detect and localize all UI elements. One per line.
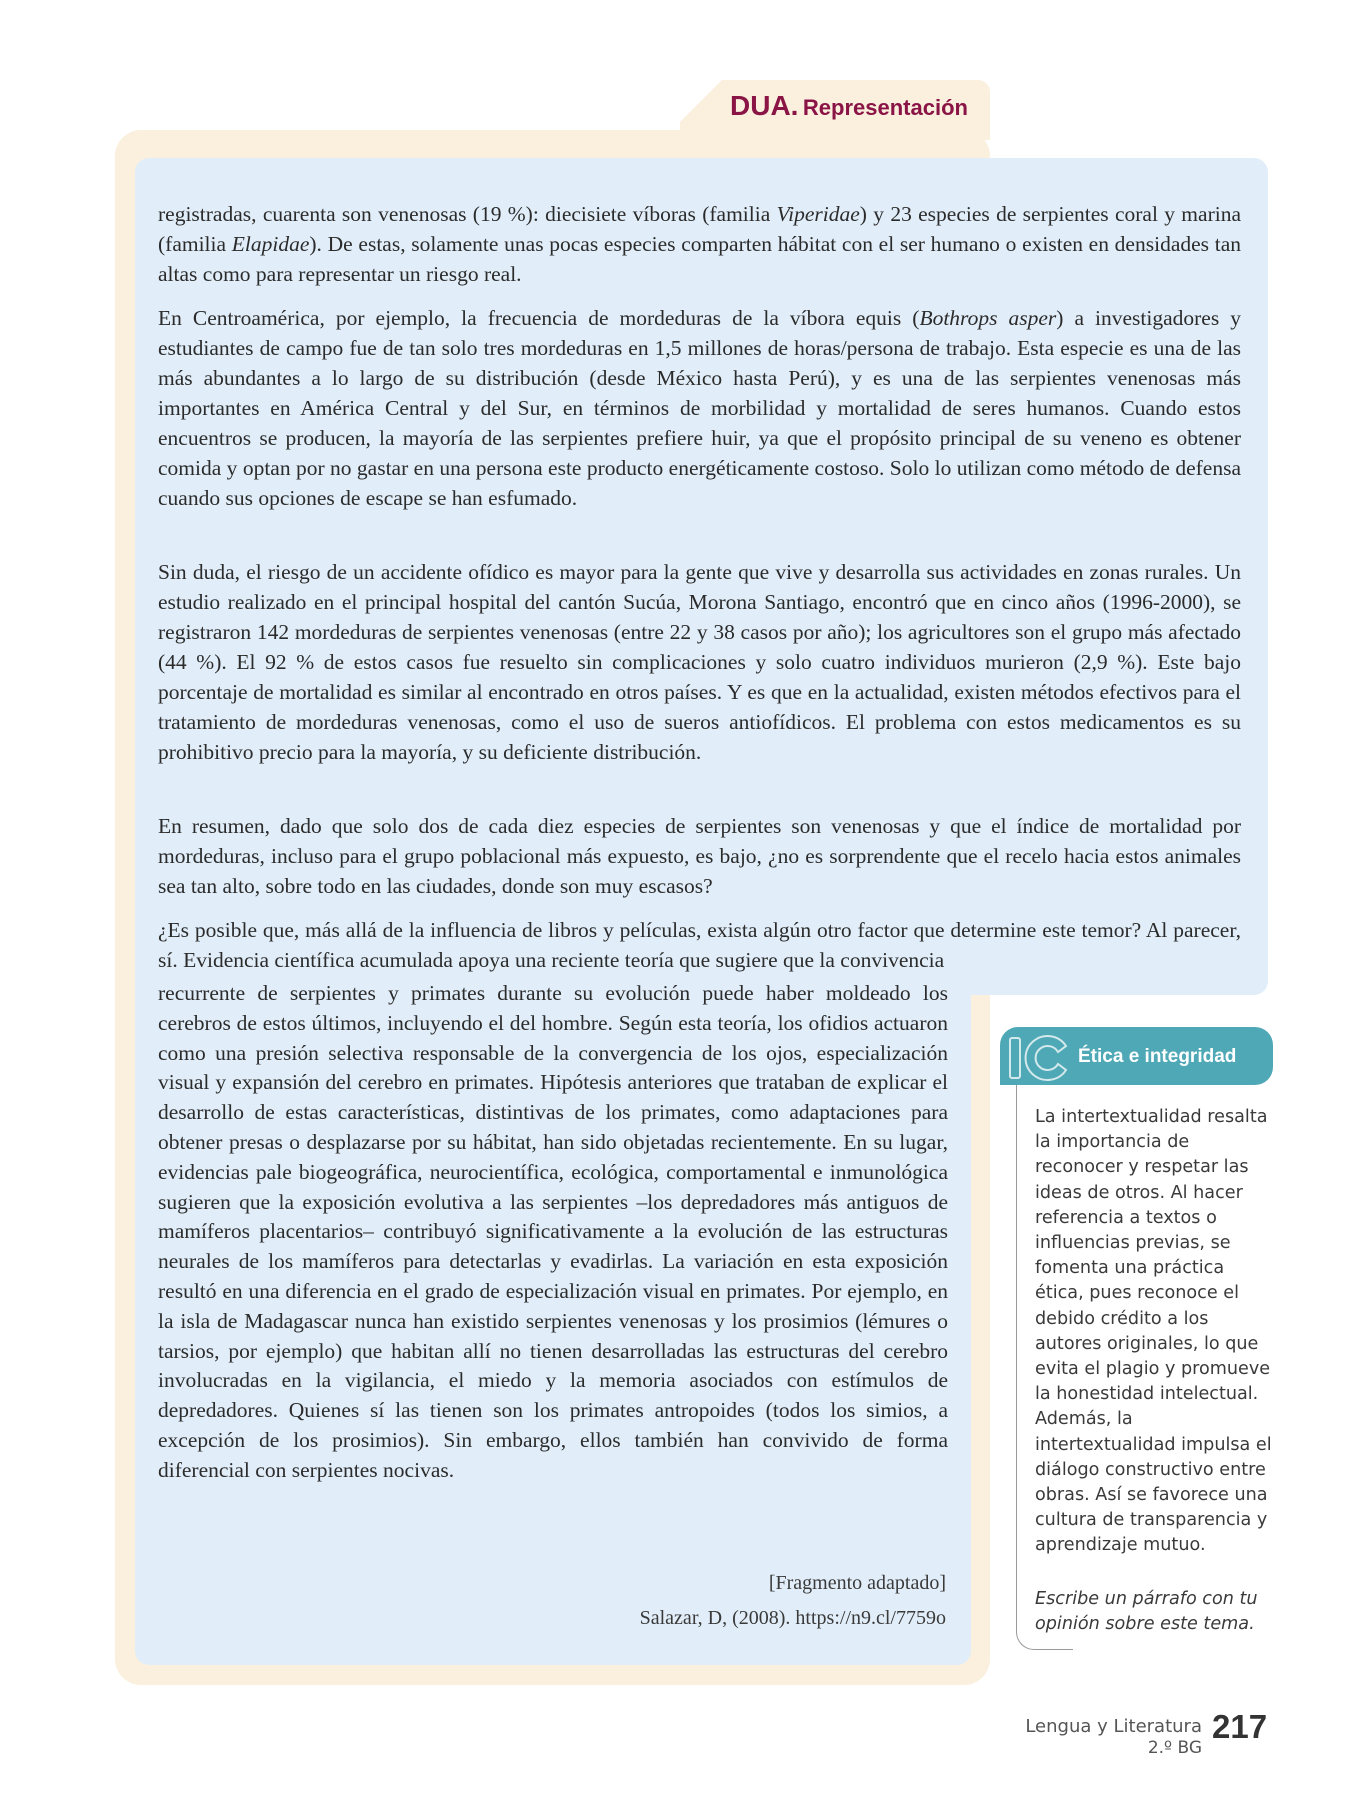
paragraph-3: Sin duda, el riesgo de un accidente ofídico es mayor para la gente que vive y desarrolla sus actividades en zonas rurales. Un estudio realizado en el principal hospital del cantón Sucúa, Morona Santiago, encontró que en cinco años (1996-2000), se registraron 142 mordeduras de serpientes venenosas (entre 22 y 38 casos por año); los agricultores son el grupo más afectado (44 %). El 92 % de estos casos fue resuelto sin complicaciones y solo cuatro individuos murieron (2,9 %). Este bajo porcentaje de mortalidad es similar al encontrado en otros países. Y es que en la actualidad, existen métodos efectivos para el tratamiento de mordeduras venenosas, como el uso de sueros antiofídicos. El problema con estos medicamentos es su prohibitivo precio para la mayoría, y su deficiente distribución. [158,560,1241,764]
sidebar-title: Ética e integridad [1078,1046,1237,1067]
ic-icon [1004,1030,1074,1086]
fragment-note: [Fragmento adaptado] [768,1572,946,1594]
paragraph-5-continued: recurrente de serpientes y primates durante su evolución puede haber moldeado los cerebros de estos últimos, incluyendo el del hombre. Según esta teoría, los ofidios actuaron como una presión selectiva responsable de la convergencia de los ojos, especialización visual y expansión del cerebro en primates. Hipótesis anteriores que trataban de explicar el desarrollo de estas características, distintivas de los primates, como adaptaciones para obtener presas o desplazarse por su hábitat, han sido objetadas recientemente. En su lugar, evidencias pale biogeográfica, neurocientífica, ecológica, comportamental e inmunológica sugieren que la exposición evolutiva a las serpientes –los depredadores más antiguos de mamíferos placentarios– contribuyó significativamente a la evolución de las estructuras neurales de los mamíferos para detectarlas y evadirlas. La variación en esta exposición resultó en una diferencia en el grado de especialización visual en primates. Por ejemplo, en la isla de Madagascar nunca han existido serpientes venenosas y los prosimios (lémures o tarsios, por ejemplo) que habitan allí no tienen desarrolladas las estructuras del cerebro involucradas en la vigilancia, el miedo y la memoria asociados con estímulos de depredadores. Quienes sí las tienen son los primates antropoides (todos los simios, a excepción de los prosimios). Sin embargo, ellos también han convivido de forma diferencial con serpientes nocivas. [158,981,948,1482]
footer-subject: Lengua y Literatura [1025,1716,1202,1737]
scientific-name: Elapidae [231,232,310,256]
scientific-name: Viperidae [776,202,860,226]
citation: Salazar, D, (2008). https://n9.cl/7759o [639,1607,946,1629]
scientific-name: Bothrops asper [919,306,1057,330]
page-number: 217 [1212,1708,1268,1745]
dua-bold: DUA. [730,90,799,121]
sidebar-prompt: Escribe un párrafo con tu opinión sobre este tema. [1035,1589,1258,1635]
sidebar-body: La intertextualidad resalta la importancia de reconocer y respetar las ideas de otros. Al hacer referencia a textos o influencias previas, se fomenta una práctica ética, pues reconoce el debido crédito a los autores originales, lo que evita el plagio y promueve la honestidad intelectual. Además, la intertextualidad impulsa el diálogo constructivo entre obras. Así se favorece una cultura de transparencia y aprendizaje mutuo. [1035,1107,1272,1556]
paragraph-4: En resumen, dado que solo dos de cada diez especies de serpientes son venenosas y que el índice de mortalidad por mordeduras, incluso para el grupo poblacional más expuesto, es bajo, ¿no es sorprendente que el recelo hacia estos animales sea tan alto, sobre todo en las ciudades, donde son muy escasos? [158,814,1241,898]
paragraph-2: En Centroamérica, por ejemplo, la frecuencia de mordeduras de la víbora equis (Bothrops asper) a investigadores y estudiantes de campo fue de tan solo tres mordeduras en 1,5 millones de horas/persona de trabajo. Esta especie es una de las más abundantes a lo largo de su distribución (desde México hasta Perú), y es una de las serpientes venenosas más importantes en América Central y del Sur, en términos de morbilidad y mortalidad de seres humanos. Cuando estos encuentros se producen, la mayoría de las serpientes prefiere huir, ya que el propósito principal de su veneno es obtener comida y optan por no gastar en una persona este producto energéticamente costoso. Solo lo utilizan como método de defensa cuando sus opciones de escape se han esfumado. [158,306,1241,510]
paragraph-1: registradas, cuarenta son venenosas (19 %): diecisiete víboras (familia Viperidae) y 23 especies de serpientes coral y marina (familia Elapidae). De estas, solamente unas pocas especies comparten hábitat con el ser humano o existen en densidades tan altas como para representar un riesgo real. [158,202,1241,286]
dua-rest: Representación [802,95,968,120]
dua-label [730,90,968,122]
paragraph-5-top: ¿Es posible que, más allá de la influencia de libros y películas, exista algún otro factor que determine este temor? Al parecer, sí. Evidencia científica acumulada apoya una reciente teoría que sugiere que la convivencia [158,918,1241,972]
footer-grade: 2.º BG [1147,1738,1202,1758]
